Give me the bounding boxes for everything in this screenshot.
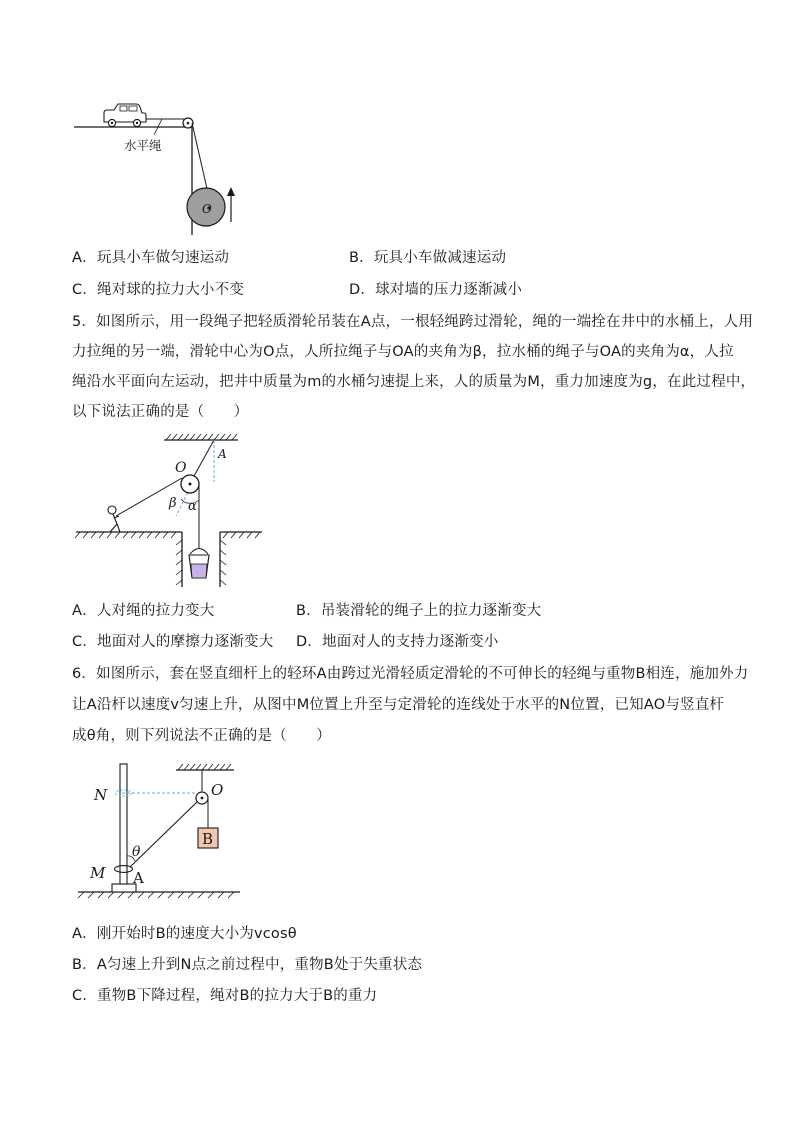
q4-label-rope: 水平绳: [124, 138, 162, 153]
q5-option-d: D．地面对人的支持力逐渐变小: [296, 634, 499, 650]
q4-option-a: A．玩具小车做匀速运动: [72, 250, 230, 266]
q5-stem-line-3: 绳沿水平面向左运动，把井中质量为m的水桶匀速提上来，人的质量为M，重力加速度为g，在此过程中，: [72, 374, 756, 390]
q5-label-o: O: [175, 460, 187, 476]
q5-label-alpha: α: [188, 499, 197, 514]
q5-option-a: A．人对绳的拉力变大: [72, 603, 215, 619]
q4-figure: [70, 95, 260, 240]
bucket-icon: [189, 549, 209, 579]
q6-option-b: B．A匀速上升到N点之前过程中，重物B处于失重状态: [72, 957, 423, 973]
q5-label-beta: β: [169, 496, 177, 511]
q5-figure: [72, 432, 272, 592]
q4-label-center: O: [202, 202, 212, 216]
q5-stem-line-4: 以下说法正确的是（ ）: [72, 404, 249, 420]
arrow-up-icon: [227, 187, 235, 196]
person-icon: [108, 506, 120, 532]
q5-stem-line-2: 力拉绳的另一端，滑轮中心为O点，人所拉绳子与OA的夹角为β，拉水桶的绳子与OA的夹角为α，人拉: [72, 344, 734, 360]
q6-label-b: B: [202, 830, 214, 848]
q4-option-c: C．绳对球的拉力大小不变: [72, 282, 245, 298]
q6-label-m: M: [90, 864, 106, 882]
q6-option-a: A．刚开始时B的速度大小为vcosθ: [72, 926, 297, 942]
q6-stem-line-2: 让A沿杆以速度v匀速上升，从图中M位置上升至与定滑轮的连线处于水平的N位置，已知AO与竖直杆: [72, 697, 725, 713]
q5-option-c: C．地面对人的摩擦力逐渐变大: [72, 634, 274, 650]
q6-option-c: C．重物B下降过程，绳对B的拉力大于B的重力: [72, 988, 378, 1004]
q6-figure: [74, 758, 254, 908]
q6-stem-line-1: 6．如图所示，套在竖直细杆上的轻环A由跨过光滑轻质定滑轮的不可伸长的轻绳与重物B相连，施加外力: [72, 666, 749, 682]
q4-option-b: B．玩具小车做减速运动: [349, 250, 507, 266]
q5-option-b: B．吊装滑轮的绳子上的拉力逐渐变大: [296, 603, 542, 619]
q6-label-theta: θ: [132, 844, 141, 860]
q4-option-d: D．球对墙的压力逐渐减小: [349, 282, 523, 298]
q6-label-a: A: [133, 869, 144, 887]
q6-label-o: O: [211, 781, 224, 799]
q6-stem-line-3: 成θ角，则下列说法不正确的是（ ）: [72, 728, 331, 744]
q5-stem-line-1: 5．如图所示，用一段绳子把轻质滑轮吊装在A点，一根轻绳跨过滑轮，绳的一端拴在井中的水桶上，人用: [72, 314, 754, 330]
toy-car-icon: [104, 104, 146, 127]
q5-label-a: A: [218, 447, 227, 461]
q6-label-n: N: [94, 786, 108, 804]
